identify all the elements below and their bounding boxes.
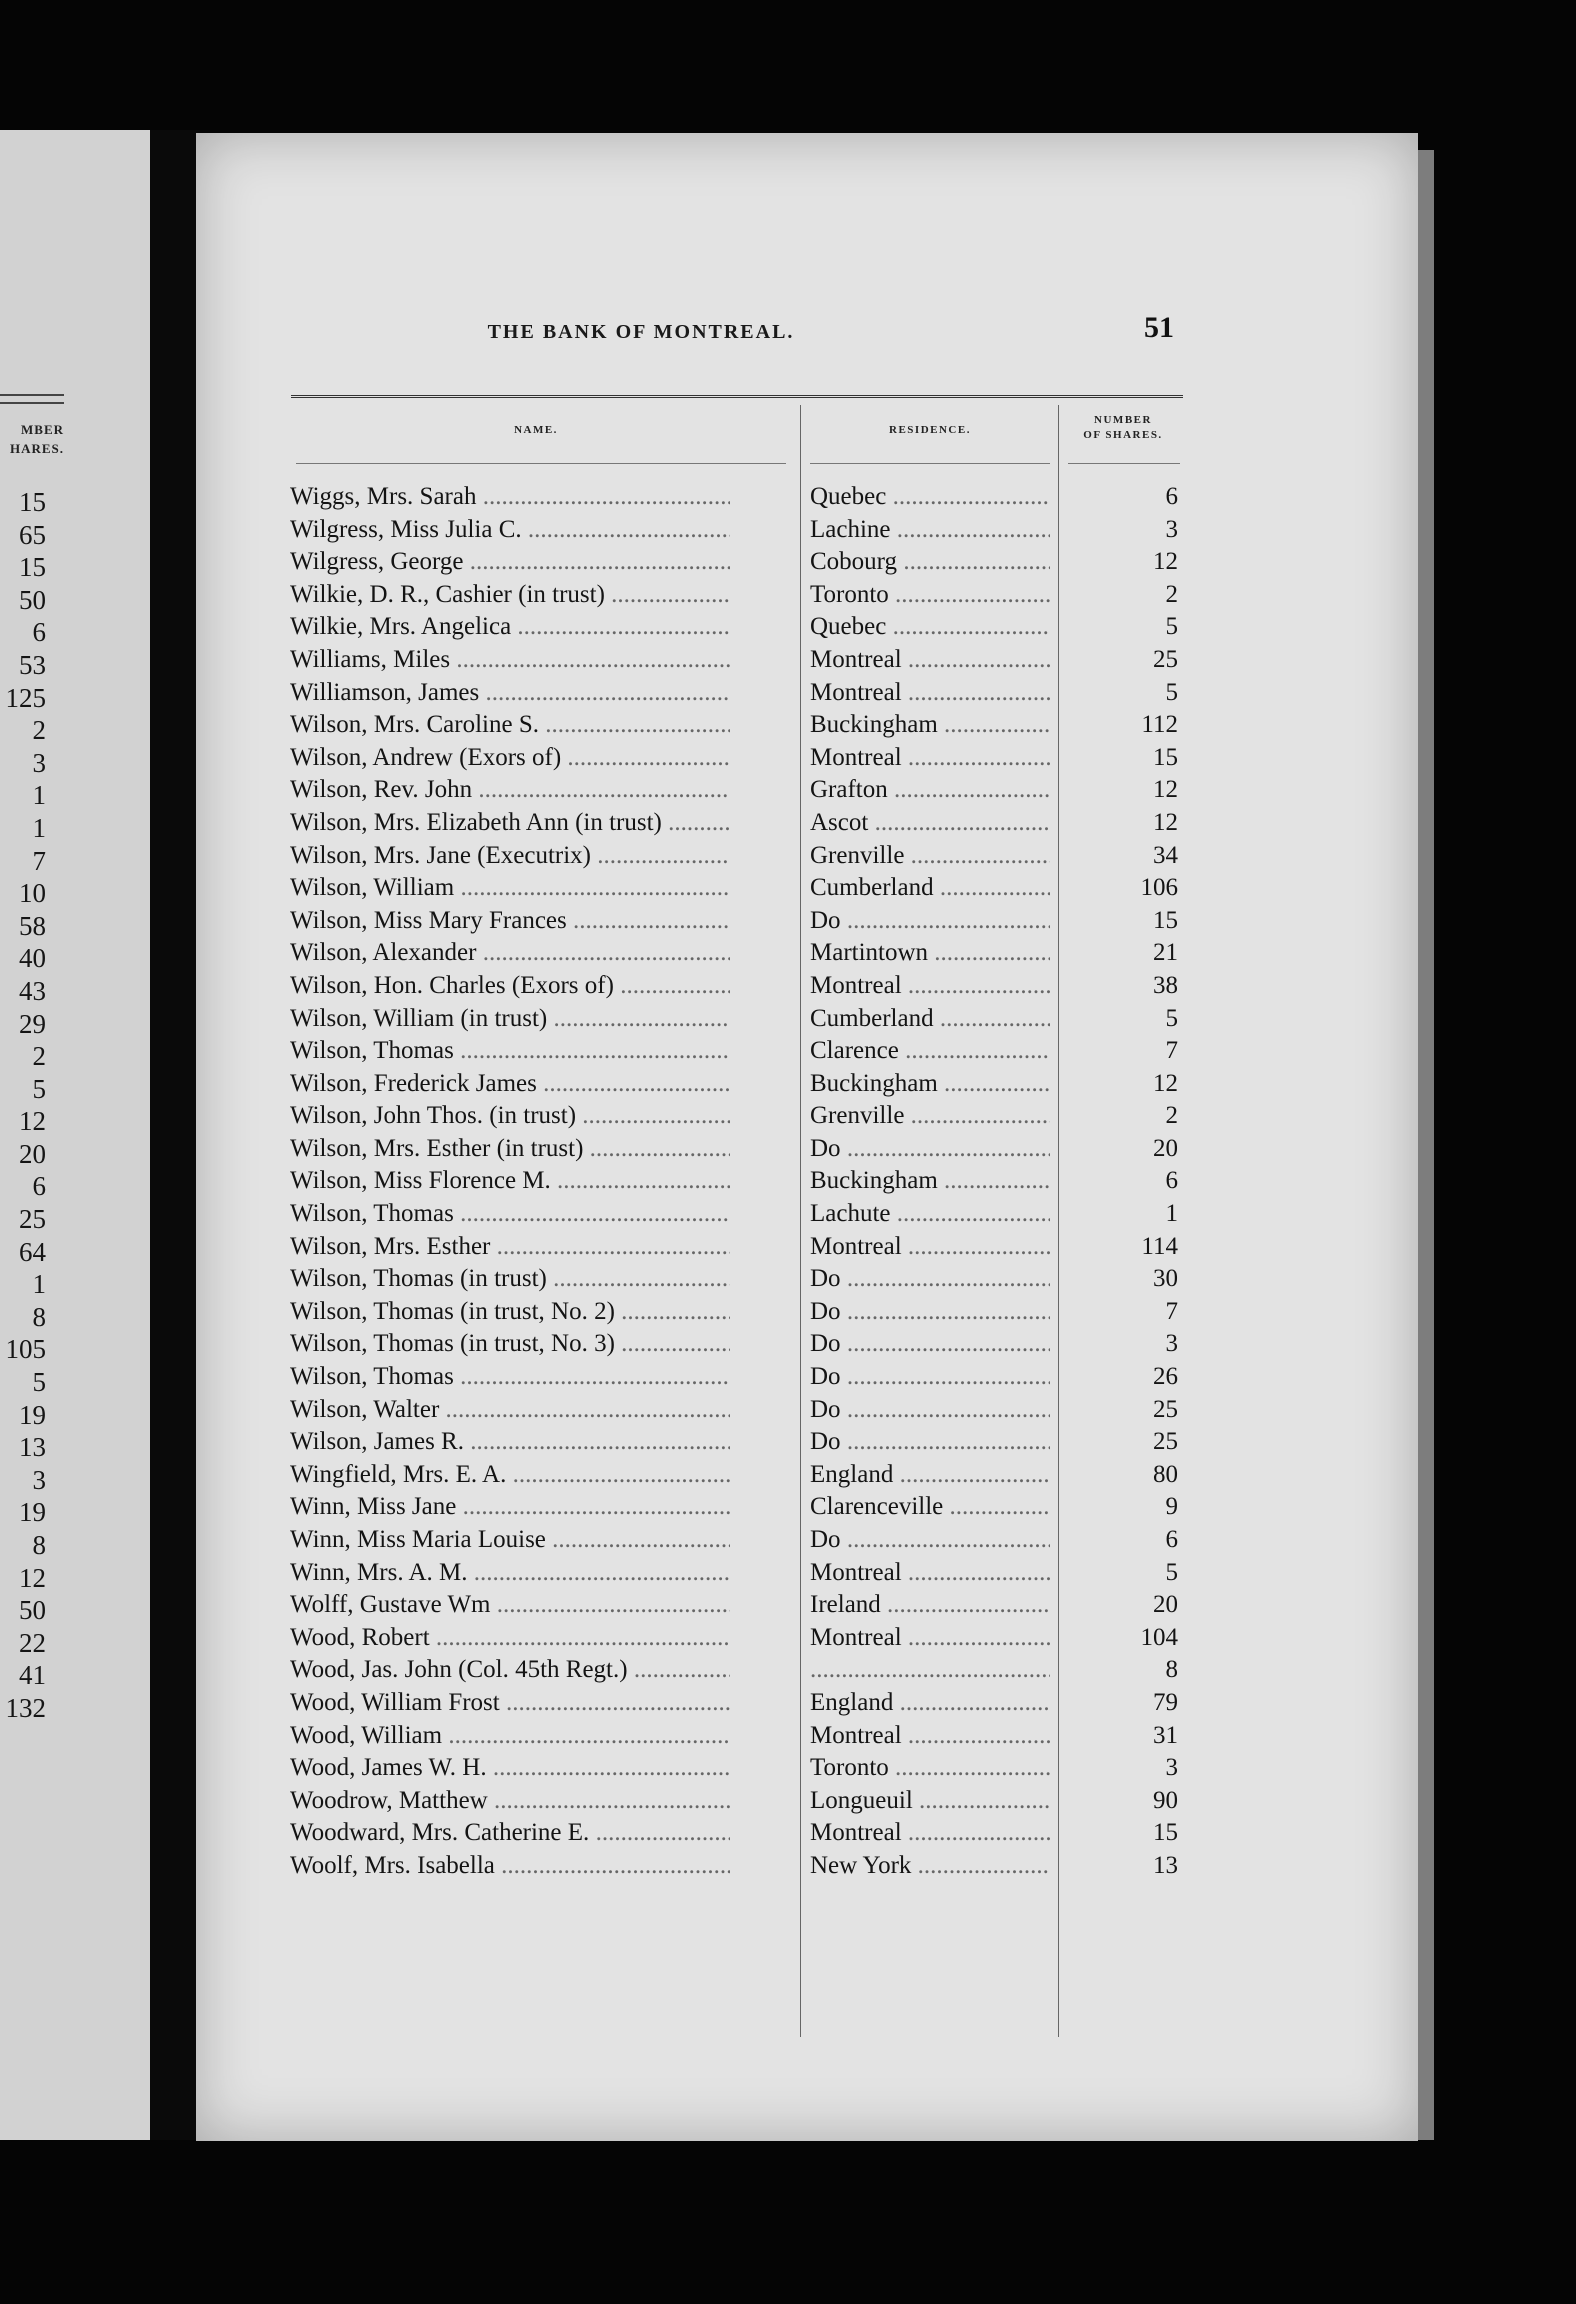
shareholder-name: Winn, Miss Jane ..... <box>290 1491 730 1524</box>
shareholder-residence: Ireland ..... <box>810 1589 1050 1622</box>
shareholder-shares: 7 <box>1165 1037 1178 1065</box>
shareholder-residence: Lachine ..... <box>810 514 1050 547</box>
left-page-shares-value: 64 <box>19 1236 46 1267</box>
shareholder-shares: 5 <box>1165 613 1178 641</box>
table-row <box>196 1296 1418 1329</box>
shareholder-shares: 2 <box>1165 580 1178 608</box>
shareholder-name: Wilson, Hon. Charles (Exors of) ..... <box>290 970 730 1003</box>
left-page-shares-value: 12 <box>19 1562 46 1593</box>
shareholder-name: Wilson, John Thos. (in trust) ..... <box>290 1100 730 1133</box>
shareholder-name: Wilson, Thomas (in trust) ..... <box>290 1263 730 1296</box>
shareholder-name: Wilson, Thomas (in trust, No. 2) ..... <box>290 1296 730 1329</box>
shareholder-shares: 1 <box>1165 1200 1178 1228</box>
shareholder-residence: Cumberland ..... <box>810 1003 1050 1036</box>
shareholder-name: Wilson, William ..... <box>290 872 730 905</box>
shareholder-name: Wilson, Andrew (Exors of) ..... <box>290 742 730 775</box>
shareholder-name: Wood, Jas. John (Col. 45th Regt.) ..... <box>290 1654 730 1687</box>
table-row <box>196 742 1418 775</box>
shareholder-residence: Montreal ..... <box>810 1622 1050 1655</box>
shareholder-shares: 3 <box>1165 1754 1178 1782</box>
shareholder-residence: Ascot ..... <box>810 807 1050 840</box>
shareholder-residence: Toronto ..... <box>810 579 1050 612</box>
book-spine <box>150 130 200 2140</box>
shareholder-shares: 13 <box>1153 1851 1178 1879</box>
shareholder-residence: Buckingham ..... <box>810 709 1050 742</box>
table-row <box>196 1165 1418 1198</box>
table-row <box>196 1361 1418 1394</box>
left-page-shares-value: 7 <box>32 845 46 876</box>
table-row <box>196 905 1418 938</box>
left-page-shares-value: 3 <box>32 747 46 778</box>
left-page-shares-value: 1 <box>32 1269 46 1300</box>
header-underline-shares <box>1068 463 1180 464</box>
shareholder-shares: 12 <box>1153 1069 1178 1097</box>
left-page-shares-value: 50 <box>19 1595 46 1626</box>
shareholder-name: Wilson, Miss Florence M. ..... <box>290 1165 730 1198</box>
shareholder-shares: 6 <box>1165 1526 1178 1553</box>
shareholder-name: Wilson, Mrs. Esther (in trust) ..... <box>290 1133 730 1166</box>
shareholder-name: Wilson, Mrs. Jane (Executrix) ..... <box>290 840 730 873</box>
table-row <box>196 1198 1418 1231</box>
shareholder-shares: 114 <box>1141 1232 1178 1260</box>
shareholder-name: Wilson, William (in trust) ..... <box>290 1003 730 1036</box>
shareholder-residence: Cobourg ..... <box>810 546 1050 579</box>
shareholder-residence: Cumberland ..... <box>810 872 1050 905</box>
left-page-shares-value: 50 <box>19 584 46 615</box>
shareholder-shares: 30 <box>1153 1265 1178 1293</box>
header-underline-name <box>296 463 786 464</box>
left-page-shares-value: 105 <box>5 1334 46 1365</box>
shareholder-name: Williams, Miles ..... <box>290 644 730 677</box>
left-page-shares-value: 5 <box>32 1073 46 1104</box>
table-row <box>196 1622 1418 1655</box>
table-row <box>196 709 1418 742</box>
table-row <box>196 1687 1418 1720</box>
page-number: 51 <box>1144 311 1174 344</box>
shareholder-residence: Buckingham ..... <box>810 1068 1050 1101</box>
left-page-shares-value: 3 <box>32 1464 46 1495</box>
shareholder-shares: 6 <box>1165 483 1178 510</box>
table-row <box>196 1557 1418 1590</box>
shareholder-residence: Do ..... <box>810 1328 1050 1361</box>
shareholder-name: Wilkie, D. R., Cashier (in trust) ..... <box>290 579 730 612</box>
table-row <box>196 774 1418 807</box>
table-row <box>196 644 1418 677</box>
shareholder-shares: 21 <box>1153 939 1178 967</box>
shareholder-shares: 90 <box>1153 1786 1178 1814</box>
left-page-column-header <box>0 420 64 458</box>
left-page-shares-value: 65 <box>19 519 46 550</box>
table-row <box>196 481 1418 514</box>
shareholder-shares: 3 <box>1165 515 1178 543</box>
shareholder-residence: Grenville ..... <box>810 1100 1050 1133</box>
shareholder-residence: Grenville ..... <box>810 840 1050 873</box>
shareholder-shares: 106 <box>1140 874 1178 902</box>
shareholder-shares: 38 <box>1153 971 1178 999</box>
shareholder-residence: Do ..... <box>810 1524 1050 1557</box>
shareholder-name: Wilgress, George ..... <box>290 546 730 579</box>
left-page-shares-value: 13 <box>19 1432 46 1463</box>
shareholder-name: Wilson, James R. ..... <box>290 1426 730 1459</box>
table-row <box>196 1817 1418 1850</box>
shareholder-name: Wilson, Mrs. Caroline S. ..... <box>290 709 730 742</box>
left-page-shares-value: 132 <box>5 1692 46 1723</box>
page-edge-shadow <box>1418 150 1434 2140</box>
table-row <box>196 514 1418 547</box>
shareholder-name: Winn, Miss Maria Louise ..... <box>290 1524 730 1557</box>
shareholder-residence: Do ..... <box>810 1296 1050 1329</box>
table-row <box>196 611 1418 644</box>
left-page-shares-value: 43 <box>19 975 46 1006</box>
table-row <box>196 840 1418 873</box>
left-page-rule <box>0 394 64 396</box>
table-row <box>196 1524 1418 1557</box>
shareholder-shares: 104 <box>1140 1623 1178 1651</box>
table-row <box>196 1394 1418 1427</box>
shareholder-shares: 112 <box>1141 711 1178 739</box>
shareholder-name: Wilson, Thomas (in trust, No. 3) ..... <box>290 1328 730 1361</box>
table-row <box>196 1850 1418 1883</box>
shareholder-residence: England ..... <box>810 1687 1050 1720</box>
shareholder-name: Wilson, Miss Mary Frances ..... <box>290 905 730 938</box>
shareholder-name: Wilson, Rev. John ..... <box>290 774 730 807</box>
shareholder-residence: Do ..... <box>810 1426 1050 1459</box>
left-page-shares-value: 19 <box>19 1497 46 1528</box>
shareholder-name: Wood, James W. H. ..... <box>290 1752 730 1785</box>
shareholder-name: Williamson, James ..... <box>290 677 730 710</box>
shareholder-shares: 34 <box>1153 841 1178 869</box>
table-row <box>196 1589 1418 1622</box>
shareholder-residence: Do ..... <box>810 905 1050 938</box>
running-head: THE BANK OF MONTREAL. <box>487 321 795 343</box>
left-page-shares-value: 1 <box>32 780 46 811</box>
header-rule <box>291 395 1183 398</box>
shareholder-residence: Montreal ..... <box>810 970 1050 1003</box>
table-row <box>196 579 1418 612</box>
left-page-shares-value: 8 <box>32 1530 46 1560</box>
table-row <box>196 1328 1418 1361</box>
table-row <box>196 1068 1418 1101</box>
shareholder-residence: England ..... <box>810 1459 1050 1492</box>
shareholder-name: Wilson, Thomas ..... <box>290 1035 730 1068</box>
shareholder-residence: Martintown ..... <box>810 937 1050 970</box>
shareholder-residence: Toronto ..... <box>810 1752 1050 1785</box>
shareholder-residence <box>810 1654 1050 1687</box>
shareholder-residence: Montreal ..... <box>810 1231 1050 1264</box>
table-row <box>196 807 1418 840</box>
shareholder-name: Wingfield, Mrs. E. A. ..... <box>290 1459 730 1492</box>
table-row <box>196 872 1418 905</box>
table-row <box>196 1752 1418 1785</box>
shareholder-name: Winn, Mrs. A. M. ..... <box>290 1557 730 1590</box>
left-page-shares-value: 19 <box>19 1399 46 1430</box>
left-page-shares-value: 15 <box>19 487 46 517</box>
table-row <box>196 1263 1418 1296</box>
shareholder-shares: 15 <box>1153 1819 1178 1847</box>
shareholder-residence: Do ..... <box>810 1263 1050 1296</box>
left-page-shares-value: 10 <box>19 878 46 909</box>
shareholder-name: Wilson, Mrs. Elizabeth Ann (in trust) ..... <box>290 807 730 840</box>
shareholder-name: Wood, William Frost ..... <box>290 1687 730 1720</box>
shareholder-residence: Lachute ..... <box>810 1198 1050 1231</box>
shareholder-shares: 31 <box>1153 1721 1178 1749</box>
shareholder-shares: 6 <box>1165 1167 1178 1195</box>
left-page-shares-value: 29 <box>19 1008 46 1039</box>
shareholder-residence: Quebec ..... <box>810 611 1050 644</box>
left-page-shares-value: 22 <box>19 1627 46 1658</box>
left-page-shares-value: 6 <box>32 617 46 648</box>
left-page-shares-value: 40 <box>19 943 46 974</box>
shareholder-shares: 20 <box>1153 1134 1178 1162</box>
table-row <box>196 677 1418 710</box>
shareholder-shares: 7 <box>1165 1297 1178 1325</box>
shareholder-residence: Clarence ..... <box>810 1035 1050 1068</box>
shareholder-residence: Montreal ..... <box>810 644 1050 677</box>
table-row <box>196 1100 1418 1133</box>
table-row <box>196 1426 1418 1459</box>
shareholder-name: Wilkie, Mrs. Angelica ..... <box>290 611 730 644</box>
shareholder-name: Wilson, Thomas ..... <box>290 1198 730 1231</box>
shareholder-shares: 9 <box>1165 1493 1178 1521</box>
shareholder-name: Wilson, Alexander ..... <box>290 937 730 970</box>
shareholder-shares: 12 <box>1153 776 1178 804</box>
table-row <box>196 1133 1418 1166</box>
shareholder-shares: 8 <box>1165 1656 1178 1684</box>
shareholder-residence: Montreal ..... <box>810 677 1050 710</box>
shareholder-shares: 15 <box>1153 743 1178 771</box>
shareholder-residence: Grafton ..... <box>810 774 1050 807</box>
shareholder-residence: Do ..... <box>810 1394 1050 1427</box>
shareholder-shares: 3 <box>1165 1330 1178 1358</box>
left-page-rule <box>0 402 64 404</box>
left-page-shares-value: 8 <box>32 1301 46 1332</box>
left-page-shares-value: 53 <box>19 649 46 680</box>
shareholder-shares: 15 <box>1153 906 1178 934</box>
shareholder-table <box>196 481 1418 1883</box>
shareholder-residence: Montreal ..... <box>810 1817 1050 1850</box>
shareholder-name: Wilson, Frederick James ..... <box>290 1068 730 1101</box>
column-header-shares: NUMBER OF SHARES. <box>1083 414 1163 441</box>
left-page-shares-list <box>0 486 46 1725</box>
left-page-shares-value: 41 <box>19 1660 46 1691</box>
shareholder-shares: 5 <box>1165 1558 1178 1586</box>
table-row <box>196 1035 1418 1068</box>
left-header-line-1: MBER <box>21 422 64 437</box>
shareholder-name: Wilson, Mrs. Esther ..... <box>290 1231 730 1264</box>
shareholder-name: Wilgress, Miss Julia C. ..... <box>290 514 730 547</box>
table-row <box>196 937 1418 970</box>
shareholder-residence: Quebec ..... <box>810 481 1050 514</box>
shareholder-name: Wolff, Gustave Wm ..... <box>290 1589 730 1622</box>
table-row <box>196 1720 1418 1753</box>
shareholder-residence: Buckingham ..... <box>810 1165 1050 1198</box>
shareholder-shares: 79 <box>1153 1688 1178 1716</box>
shareholder-shares: 12 <box>1153 808 1178 836</box>
shareholder-name: Wood, Robert ..... <box>290 1622 730 1655</box>
shareholder-name: Woodrow, Matthew ..... <box>290 1785 730 1818</box>
left-page-shares-value: 6 <box>32 1171 46 1202</box>
shareholder-shares: 26 <box>1153 1363 1178 1391</box>
shareholder-name: Wilson, Thomas ..... <box>290 1361 730 1394</box>
table-row <box>196 1231 1418 1264</box>
shareholder-residence: Do ..... <box>810 1361 1050 1394</box>
left-page-shares-value: 2 <box>32 715 46 746</box>
shareholder-shares: 20 <box>1153 1591 1178 1619</box>
shareholder-name: Wilson, Walter ..... <box>290 1394 730 1427</box>
table-row <box>196 546 1418 579</box>
shareholder-name: Woolf, Mrs. Isabella ..... <box>290 1850 730 1883</box>
shareholder-residence: Do ..... <box>810 1133 1050 1166</box>
table-row <box>196 1459 1418 1492</box>
left-page-shares-value: 20 <box>19 1138 46 1169</box>
shareholder-shares: 25 <box>1153 1428 1178 1456</box>
left-page-shares-value: 2 <box>32 1041 46 1072</box>
shareholder-shares: 25 <box>1153 1395 1178 1423</box>
shareholder-name: Woodward, Mrs. Catherine E. ..... <box>290 1817 730 1850</box>
left-header-line-2: HARES. <box>9 441 64 456</box>
left-page-shares-value: 125 <box>5 682 46 713</box>
column-header-residence: RESIDENCE. <box>889 424 971 436</box>
left-page-shares-value: 5 <box>32 1367 46 1398</box>
shareholder-shares: 80 <box>1153 1460 1178 1488</box>
shareholder-shares: 25 <box>1153 645 1178 673</box>
table-row <box>196 1785 1418 1818</box>
left-page-shares-value: 12 <box>19 1106 46 1137</box>
shareholder-shares: 12 <box>1153 548 1178 576</box>
shareholder-shares: 5 <box>1165 1004 1178 1032</box>
shareholder-name: Wiggs, Mrs. Sarah ..... <box>290 481 730 514</box>
shareholder-residence: Montreal ..... <box>810 742 1050 775</box>
shareholder-residence: New York ..... <box>810 1850 1050 1883</box>
shareholder-residence: Montreal ..... <box>810 1720 1050 1753</box>
column-header-name: NAME. <box>514 424 558 436</box>
table-row <box>196 1003 1418 1036</box>
left-page-fragment <box>0 130 150 2140</box>
shareholder-residence: Clarenceville ..... <box>810 1491 1050 1524</box>
shareholder-name: Wood, William ..... <box>290 1720 730 1753</box>
shareholder-residence: Longueuil ..... <box>810 1785 1050 1818</box>
table-row <box>196 1491 1418 1524</box>
shareholder-shares: 2 <box>1165 1102 1178 1130</box>
shareholder-shares: 5 <box>1165 678 1178 706</box>
ledger-page <box>196 133 1418 2141</box>
left-page-shares-value: 58 <box>19 910 46 941</box>
left-page-shares-value: 1 <box>32 812 46 843</box>
shareholder-residence: Montreal ..... <box>810 1557 1050 1590</box>
table-row <box>196 970 1418 1003</box>
header-underline-residence <box>810 463 1050 464</box>
left-page-shares-value: 15 <box>19 552 46 583</box>
left-page-shares-value: 25 <box>19 1204 46 1235</box>
table-row <box>196 1654 1418 1687</box>
